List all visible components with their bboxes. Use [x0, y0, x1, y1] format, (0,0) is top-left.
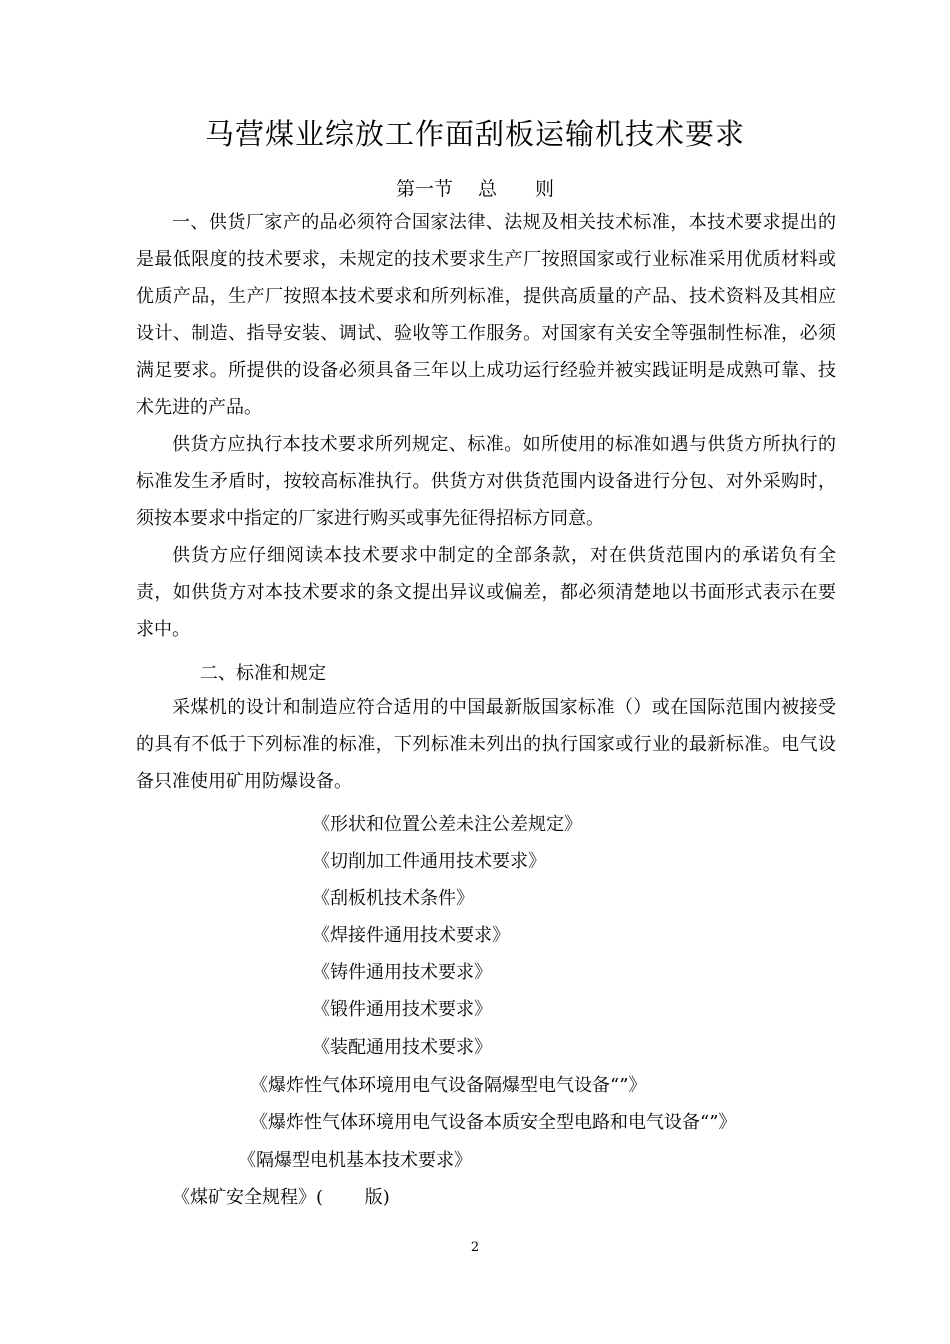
standard-item: 《爆炸性气体环境用电气设备隔爆型电气设备“”》	[250, 1075, 647, 1096]
paragraph-standards-intro: 采煤机的设计和制造应符合适用的中国最新版国家标准（）或在国际范围内被接受的具有不低于下列标准的标准，下列标准未列出的执行国家或行业的最新标准。电气设备只准使用矿用防爆设备。	[136, 697, 836, 792]
paragraph-general-requirements: 一、供货厂家产的品必须符合国家法律、法规及相关技术标准，本技术要求提出的是最低限度的技术要求，未规定的技术要求生产厂按照国家或行业标准采用优质材料或优质产品，生产厂按照本技术要求和所列标准，提供高质量的产品、技术资料及其相应设计、制造、指导安装、调试、验收等工作服务。对国家有关安全等强制性标准，必须满足要求。所提供的设备必须具备三年以上成功运行经验并被实践证明是成熟可靠、技术先进的产品。	[136, 212, 836, 418]
standard-item: 《焊接件通用技术要求》	[312, 925, 510, 946]
paragraph-supplier-responsibility: 供货方应仔细阅读本技术要求中制定的全部条款，对在供货范围内的承诺负有全责，如供货方对本技术要求的条文提出异议或偏差，都必须清楚地以书面形式表示在要求中。	[136, 545, 836, 640]
standard-item: 《隔爆型电机基本技术要求》	[238, 1150, 472, 1171]
standard-item: 《锻件通用技术要求》	[312, 999, 492, 1020]
page-number: 2	[470, 1240, 480, 1255]
standard-item: 《爆炸性气体环境用电气设备本质安全型电路和电气设备“”》	[250, 1112, 737, 1133]
document-title: 马营煤业综放工作面刮板运输机技术要求	[204, 117, 745, 151]
standard-item: 《铸件通用技术要求》	[312, 962, 492, 983]
standard-item: 《切削加工件通用技术要求》	[312, 851, 546, 872]
standard-item: 《装配通用技术要求》	[312, 1037, 492, 1058]
standard-item: 《形状和位置公差未注公差规定》	[312, 814, 582, 835]
standard-item: 《煤矿安全规程》( 版)	[172, 1187, 390, 1208]
section-heading: 第一节 总 则	[395, 178, 555, 200]
paragraph-standards-execution: 供货方应执行本技术要求所列规定、标准。如所使用的标准如遇与供货方所执行的标准发生矛盾时，按较高标准执行。供货方对供货范围内设备进行分包、对外采购时，须按本要求中指定的厂家进行购买或事先征得招标方同意。	[136, 434, 836, 529]
standard-item: 《刮板机技术条件》	[312, 888, 474, 909]
sub-heading-standards: 二、标准和规定	[200, 663, 326, 684]
